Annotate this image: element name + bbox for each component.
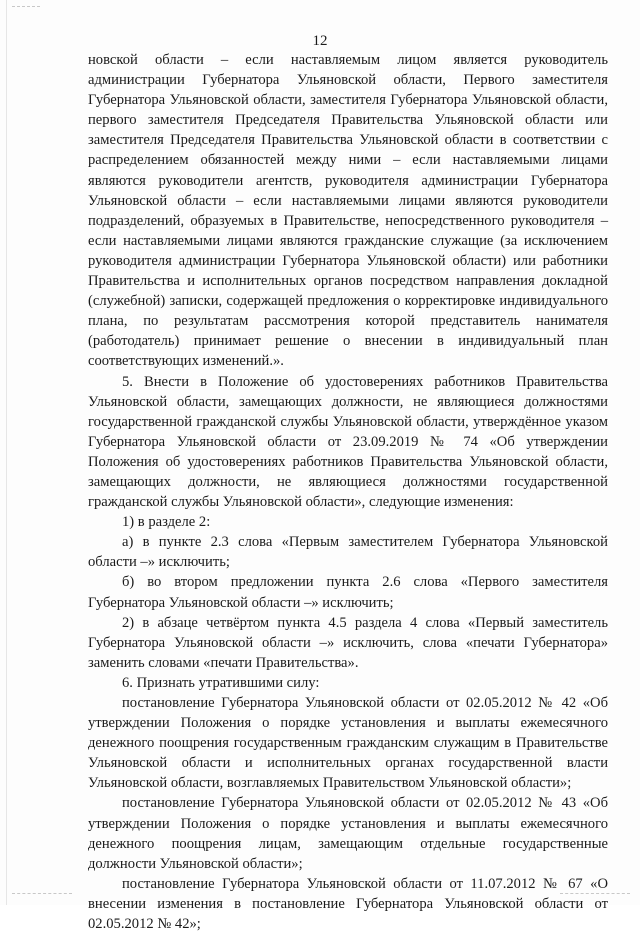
paragraph-subitem-2: 2) в абзаце четвёртом пункта 4.5 раздела 4 слова «Первый заместитель Губернатора Ульяновской области –» исключить, слова «печати Губернатора» заменить словами «печати Правительства».: [88, 614, 608, 671]
document-body: [88, 50, 608, 934]
paragraph-continuation: новской области – если наставляемым лицом является руководитель администрации Губернатора Ульяновской области, Первого заместителя Губернатора Ульяновской области, заместителя Губернатора Ульяновской области, первого заместителя Председателя Правительства Ульяновской области или заместителя Председателя Правительства Ульяновской области в соответствии с распределением обязанностей между ними – если наставляемыми лицами являются руководители агентств, руководителя администрации Губернатора Ульяновской области – если наставляемыми лицами являются руководители подразделений, образуемых в Правительстве, непосредственного руководителя – если наставляемыми лицами являются гражданские служащие (за исключением руководителя администрации Губернатора Ульяновской области) или работники Правительства и исполнительных органов посредством направления докладной (служебной) записки, содержащей предложения о корректировке индивидуального плана, по результатам рассмотрения которой представитель нанимателя (работодатель) принимает решение о внесении в индивидуальный план соответствующих изменений.».: [88, 52, 608, 370]
paragraph-subitem-a: а) в пункте 2.3 слова «Первым заместителем Губернатора Ульяновской области –» исключить;: [88, 534, 608, 571]
scan-mark-bottom-left: [12, 893, 72, 895]
paragraph-item-6: 6. Признать утратившими силу:: [122, 674, 320, 691]
paragraph-repealed-act-42: постановление Губернатора Ульяновской области от 02.05.2012 № 42 «Об утверждении Положения о порядке установления и выплаты ежемесячного денежного поощрения государственным гражданским служащим в Правительстве Ульяновской области и исполнительных органах государственной власти Ульяновской области, возглавляемых Правительством Ульяновской области»;: [88, 695, 608, 792]
scan-mark-top-left: [12, 6, 40, 8]
paragraph-repealed-act-43: постановление Губернатора Ульяновской области от 02.05.2012 № 43 «Об утверждении Положения о порядке установления и выплаты ежемесячного денежного поощрения лицам, замещающим отдельные государственные должности Ульяновской области»;: [88, 795, 608, 872]
paragraph-repealed-act-67: постановление Губернатора Ульяновской области от 11.07.2012 № 67 «О внесении изменения в постановление Губернатора Ульяновской области от 02.05.2012 № 42»;: [88, 875, 608, 933]
paragraph-subitem-b: б) во втором предложении пункта 2.6 слова «Первого заместителя Губернатора Ульяновской области –» исключить;: [88, 574, 608, 611]
scan-edge: [6, 0, 7, 905]
paragraph-subitem-1: 1) в разделе 2:: [122, 514, 211, 531]
paragraph-item-5: 5. Внести в Положение об удостоверениях работников Правительства Ульяновской области, замещающих должности, не являющиеся должностями государственной гражданской службы Ульяновской области, утверждённое указом Губернатора Ульяновской области от 23.09.2019 № 74 «Об утверждении Положения об удостоверениях работников Правительства Ульяновской области, замещающих должности, не являющиеся должностями государственной гражданской службы Ульяновской области», следующие изменения:: [88, 373, 608, 511]
page-number: 12: [312, 33, 328, 49]
